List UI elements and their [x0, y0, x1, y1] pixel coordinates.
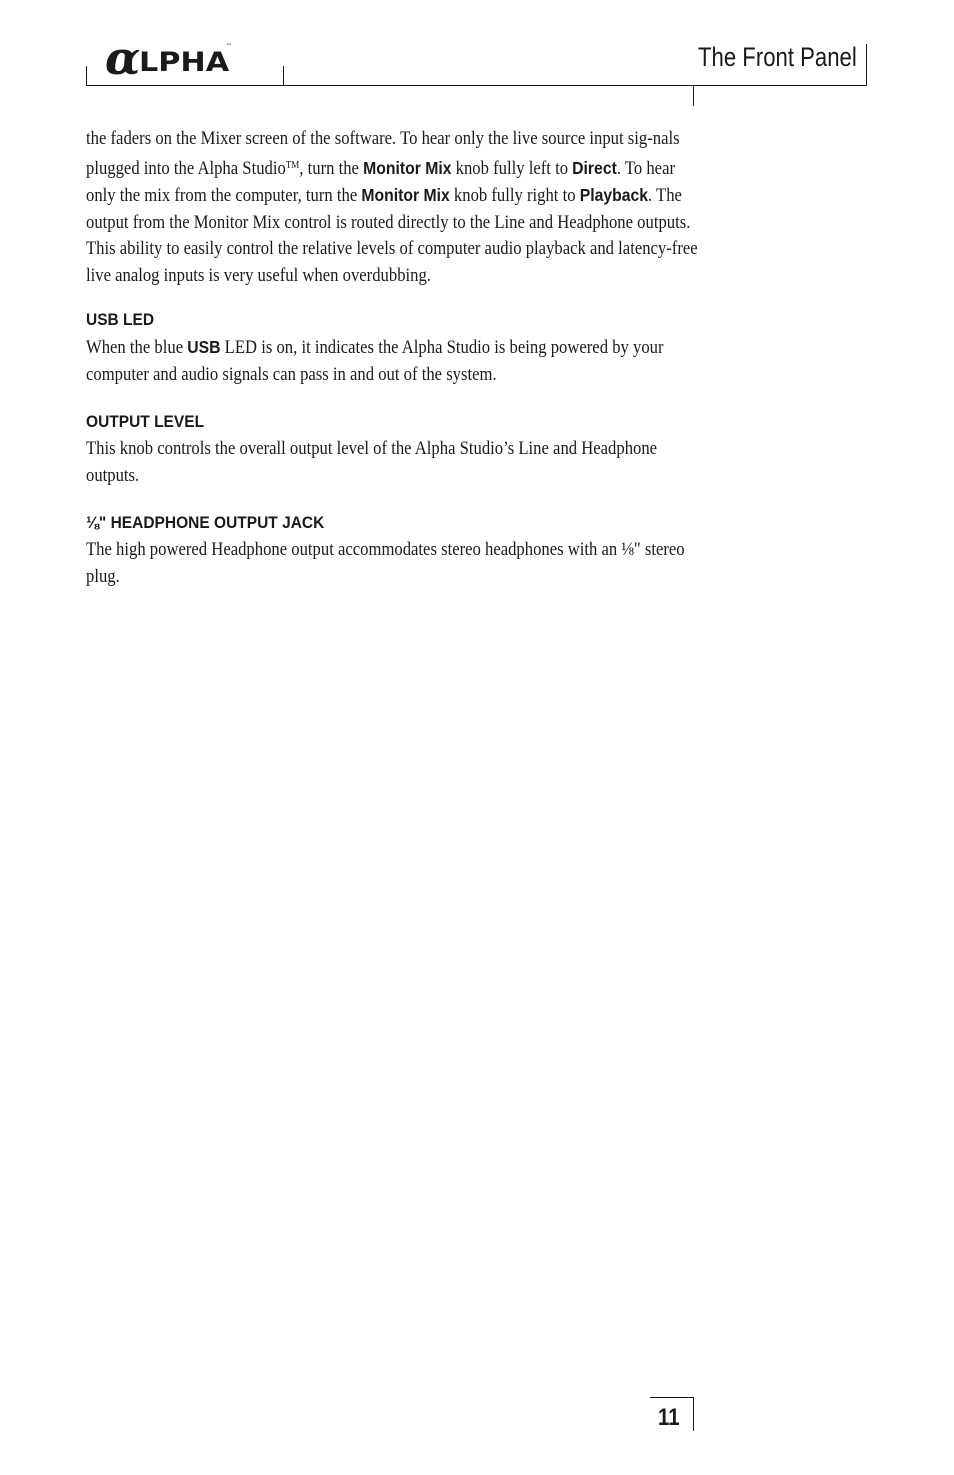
monitor-mix-term-2: Monitor Mix — [361, 185, 450, 205]
intro-text-3: knob fully left to — [451, 158, 573, 179]
intro-text-4: . To hear only the mix from the computer, turn the — [86, 158, 676, 206]
header-left-tick — [86, 66, 87, 86]
intro-text-5: knob fully right to — [449, 186, 580, 206]
trademark-sup: TM — [285, 159, 300, 171]
header-rule — [86, 85, 867, 86]
intro-text-2: , turn the — [299, 158, 364, 179]
headphone-jack-paragraph: The high powered Headphone output accommodates stereo headphones with an ⅛" stereo plug. — [86, 540, 685, 587]
logo-trademark: ™ — [225, 43, 232, 50]
output-level-heading: OUTPUT LEVEL — [86, 413, 205, 431]
usb-led-text-2: LED is on, it indicates the Alpha Studio is being powered by your computer and audio signals can pass in and out of the system. — [86, 338, 664, 385]
playback-term: Playback — [579, 185, 649, 205]
usb-led-text-1: When the blue — [86, 338, 188, 358]
page-number: 11 — [658, 1404, 680, 1431]
intro-text-6: . The output from the Monitor Mix control is routed directly to the Line and Headphone outputs. This ability to easily control the relative levels of computer audio playback and latency-free live analog inputs is very useful when overdubbing. — [86, 186, 698, 286]
usb-term: USB — [187, 337, 221, 357]
section-title: The Front Panel — [698, 42, 857, 72]
intro-text-1: the faders on the Mixer screen of the software. To hear only the live source input sig-nals plugged into the Alpha Studio — [86, 129, 680, 179]
logo-wordmark: LPHA — [139, 47, 230, 78]
footer-rule-top — [650, 1397, 694, 1398]
column-tick — [693, 86, 694, 106]
output-level-paragraph: This knob controls the overall output level of the Alpha Studio’s Line and Headphone outputs. — [86, 439, 658, 486]
usb-led-heading: USB LED — [86, 311, 155, 329]
usb-led-paragraph — [86, 334, 698, 388]
footer-rule-right — [693, 1397, 694, 1431]
direct-term: Direct — [572, 157, 617, 178]
intro-paragraph — [86, 126, 698, 289]
monitor-mix-term-1: Monitor Mix — [363, 157, 452, 178]
headphone-jack-heading: ⅛" HEADPHONE OUTPUT JACK — [86, 514, 325, 532]
header-right-tick — [866, 44, 867, 86]
logo-alpha-glyph: α — [105, 31, 141, 85]
alpha-logo — [105, 31, 232, 85]
header-mid-tick — [283, 66, 284, 86]
